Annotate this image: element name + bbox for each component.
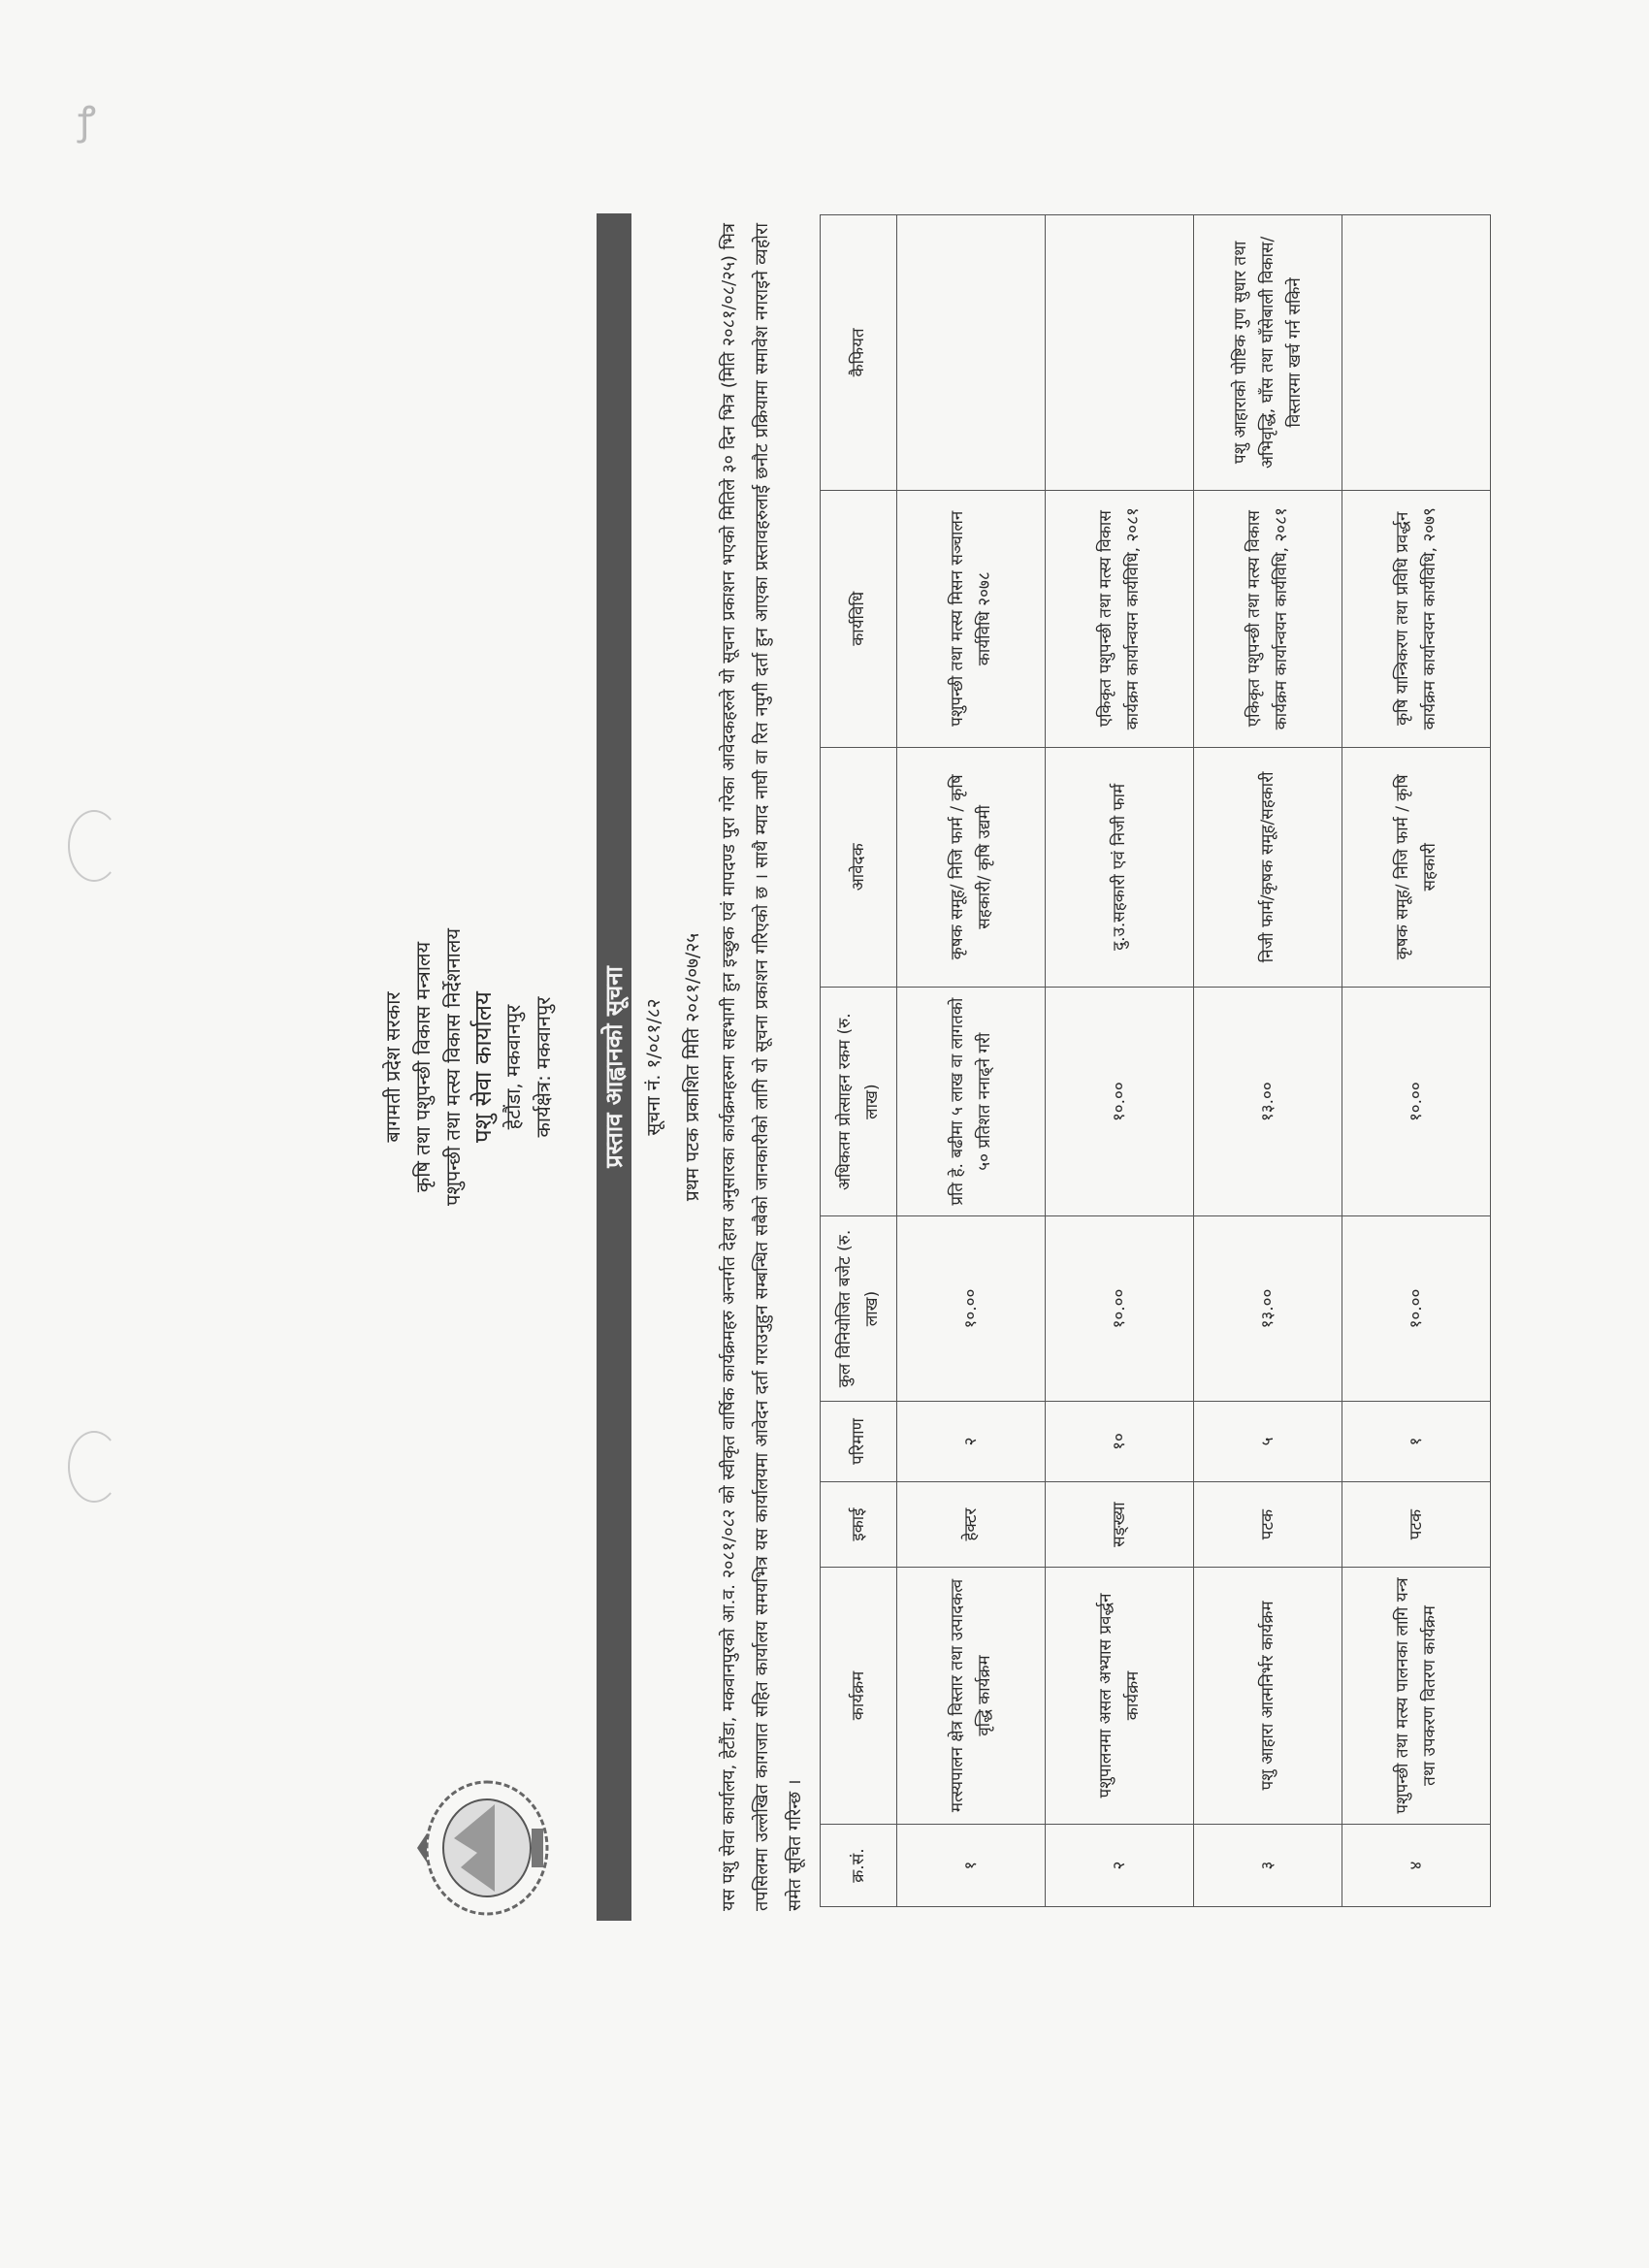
table-header-row: [821, 215, 897, 1907]
table-row: [897, 215, 1046, 1907]
cell-budget: १०.००: [1046, 1216, 1194, 1401]
cell-serial: ४: [1342, 1825, 1491, 1907]
scan-scribble: ꝭ: [78, 99, 96, 144]
programs-table: [820, 214, 1491, 1907]
cell-applicant: कृषक समूह/ निजि फार्म / कृषि सहकारी/ कृषि उद्यमी: [897, 747, 1046, 987]
notice-number: सूचना नं. १/०८१/८२: [643, 998, 664, 1136]
letterhead: [378, 213, 559, 1921]
header-max-incentive: अधिकतम प्रोत्साहन रकम (रु. लाख): [821, 987, 897, 1216]
cell-unit: हेक्टर: [897, 1482, 1046, 1567]
cell-applicant: निजी फार्म/कृषक समूह/सहकारी: [1194, 747, 1342, 987]
cell-budget: १०.००: [897, 1216, 1046, 1401]
cell-program: पशु आहारा आत्मनिर्भर कार्यक्रम: [1194, 1567, 1342, 1824]
rotated-document: [378, 213, 1504, 1921]
cell-quantity: १०: [1046, 1401, 1194, 1482]
notice-paragraph: यस पशु सेवा कार्यालय, हेटौंडा, मकवानपुरको आ.व. २०८१/०८२ को स्वीकृत वार्षिक कार्यक्रमहरु अन्तर्गत देहाय अनुसारका कार्यक्रमहरुमा सहभागी हुन इच्छुक एवं मापदण्ड पुरा गरेका आवेदकहरुले यो सूचना प्रकाशन भएको मितिले ३० दिन भित्र (मिति २०८१/०८/२५) भित्र तपसिलमा उल्लेखित कागजात सहित कार्यालय समयभित्र यस कार्यालयमा आवेदन दर्ता गराउनुहुन सम्बन्धित सबैको जानकारीको लागि यो सूचना प्रकाशन गरिएको छ । साथै म्याद नाघी वा रित नपुगी दर्ता हुन आएका प्रस्तावहरुलाई छनौट प्रक्रियामा समावेश नगराइने व्यहोरा समेत सूचित गरिन्छ ।: [719, 223, 805, 1911]
header-serial: क्र.सं.: [821, 1825, 897, 1907]
office-location: हेटौंडा, मकवानपुर: [501, 1004, 525, 1130]
cell-max-incentive: १०.००: [1342, 987, 1491, 1216]
header-applicant: आवेदक: [821, 747, 897, 987]
cell-applicant: दु.उ.सहकारी एवं निजी फार्म: [1046, 747, 1194, 987]
cell-remarks: [897, 215, 1046, 491]
cell-remarks: पशु आहाराको पोष्टिक गुण सुधार तथा अभिवृद्धि, घाँस तथा घाँसेबाली विकास/ विस्तारमा खर्च गर्न सकिने: [1194, 215, 1342, 491]
scan-circle-mark: [68, 1431, 120, 1503]
cell-budget: १०.००: [1342, 1216, 1491, 1401]
directorate-name: पशुपन्छी तथा मत्स्य विकास निर्देशनालय: [441, 927, 465, 1207]
cell-remarks: [1342, 215, 1491, 491]
header-procedure: कार्यविधि: [821, 490, 897, 747]
cell-serial: ३: [1194, 1825, 1342, 1907]
cell-max-incentive: प्रति हे. बढीमा ५ लाख वा लागतको ५० प्रतिशत ननाढ्ने गरी: [897, 987, 1046, 1216]
table-row: [1046, 215, 1194, 1907]
header-quantity: परिमाण: [821, 1401, 897, 1482]
cell-procedure: कृषि यान्त्रिकरण तथा प्रविधि प्रवर्द्धन कार्यक्रम कार्यान्वयन कार्यविधि, २०७९: [1342, 490, 1491, 747]
cell-program: पशुपन्छी तथा मत्स्य पालनका लागि यन्त्र तथा उपकरण वितरण कार्यक्रम: [1342, 1567, 1491, 1824]
cell-program: मत्स्यपालन क्षेत्र विस्तार तथा उत्पादकत्व वृद्धि कार्यक्रम: [897, 1567, 1046, 1824]
table-row: [1194, 215, 1342, 1907]
cell-budget: १३.००: [1194, 1216, 1342, 1401]
cell-quantity: १: [1342, 1401, 1491, 1482]
cell-quantity: २: [897, 1401, 1046, 1482]
cell-serial: १: [897, 1825, 1046, 1907]
cell-max-incentive: १०.००: [1046, 987, 1194, 1216]
cell-serial: २: [1046, 1825, 1194, 1907]
header-remarks: कैफियत: [821, 215, 897, 491]
cell-procedure: एकिकृत पशुपन्छी तथा मत्स्य विकास कार्यक्रम कार्यान्वयन कार्यविधि, २०८१: [1046, 490, 1194, 747]
scan-circle-mark: [68, 810, 120, 882]
cell-unit: पटक: [1194, 1482, 1342, 1567]
header-unit: इकाई: [821, 1482, 897, 1567]
cell-program: पशुपालनमा असल अभ्यास प्रवर्द्धन कार्यक्रम: [1046, 1567, 1194, 1824]
cell-quantity: ५: [1194, 1401, 1342, 1482]
cell-remarks: [1046, 215, 1194, 491]
header-budget: कुल विनियोजित बजेट (रु. लाख): [821, 1216, 897, 1401]
cell-max-incentive: १३.००: [1194, 987, 1342, 1216]
ministry-name: कृषि तथा पशुपन्छी विकास मन्त्रालय: [411, 941, 435, 1193]
cell-unit: पटक: [1342, 1482, 1491, 1567]
cell-unit: सङ्ख्या: [1046, 1482, 1194, 1567]
publication-date: प्रथम पटक प्रकाशित मिति २०८१/०७/२५: [682, 932, 703, 1202]
cell-procedure: पशुपन्छी तथा मत्स्य मिसन सञ्चालन कार्यविधि २०७८: [897, 490, 1046, 747]
office-area: कार्यक्षेत्र: मकवानपुर: [532, 996, 555, 1138]
office-name: पशु सेवा कार्यालय: [469, 991, 497, 1143]
notice-title-banner: प्रस्ताव आह्वानको सूचना: [597, 213, 631, 1921]
government-name: बागमती प्रदेश सरकार: [381, 991, 404, 1143]
cell-procedure: एकिकृत पशुपन्छी तथा मत्स्य विकास कार्यक्रम कार्यान्वयन कार्यविधि, २०८१: [1194, 490, 1342, 747]
cell-applicant: कृषक समूह/ निजि फार्म / कृषि सहकारी: [1342, 747, 1491, 987]
table-row: [1342, 215, 1491, 1907]
header-program: कार्यक्रम: [821, 1567, 897, 1824]
